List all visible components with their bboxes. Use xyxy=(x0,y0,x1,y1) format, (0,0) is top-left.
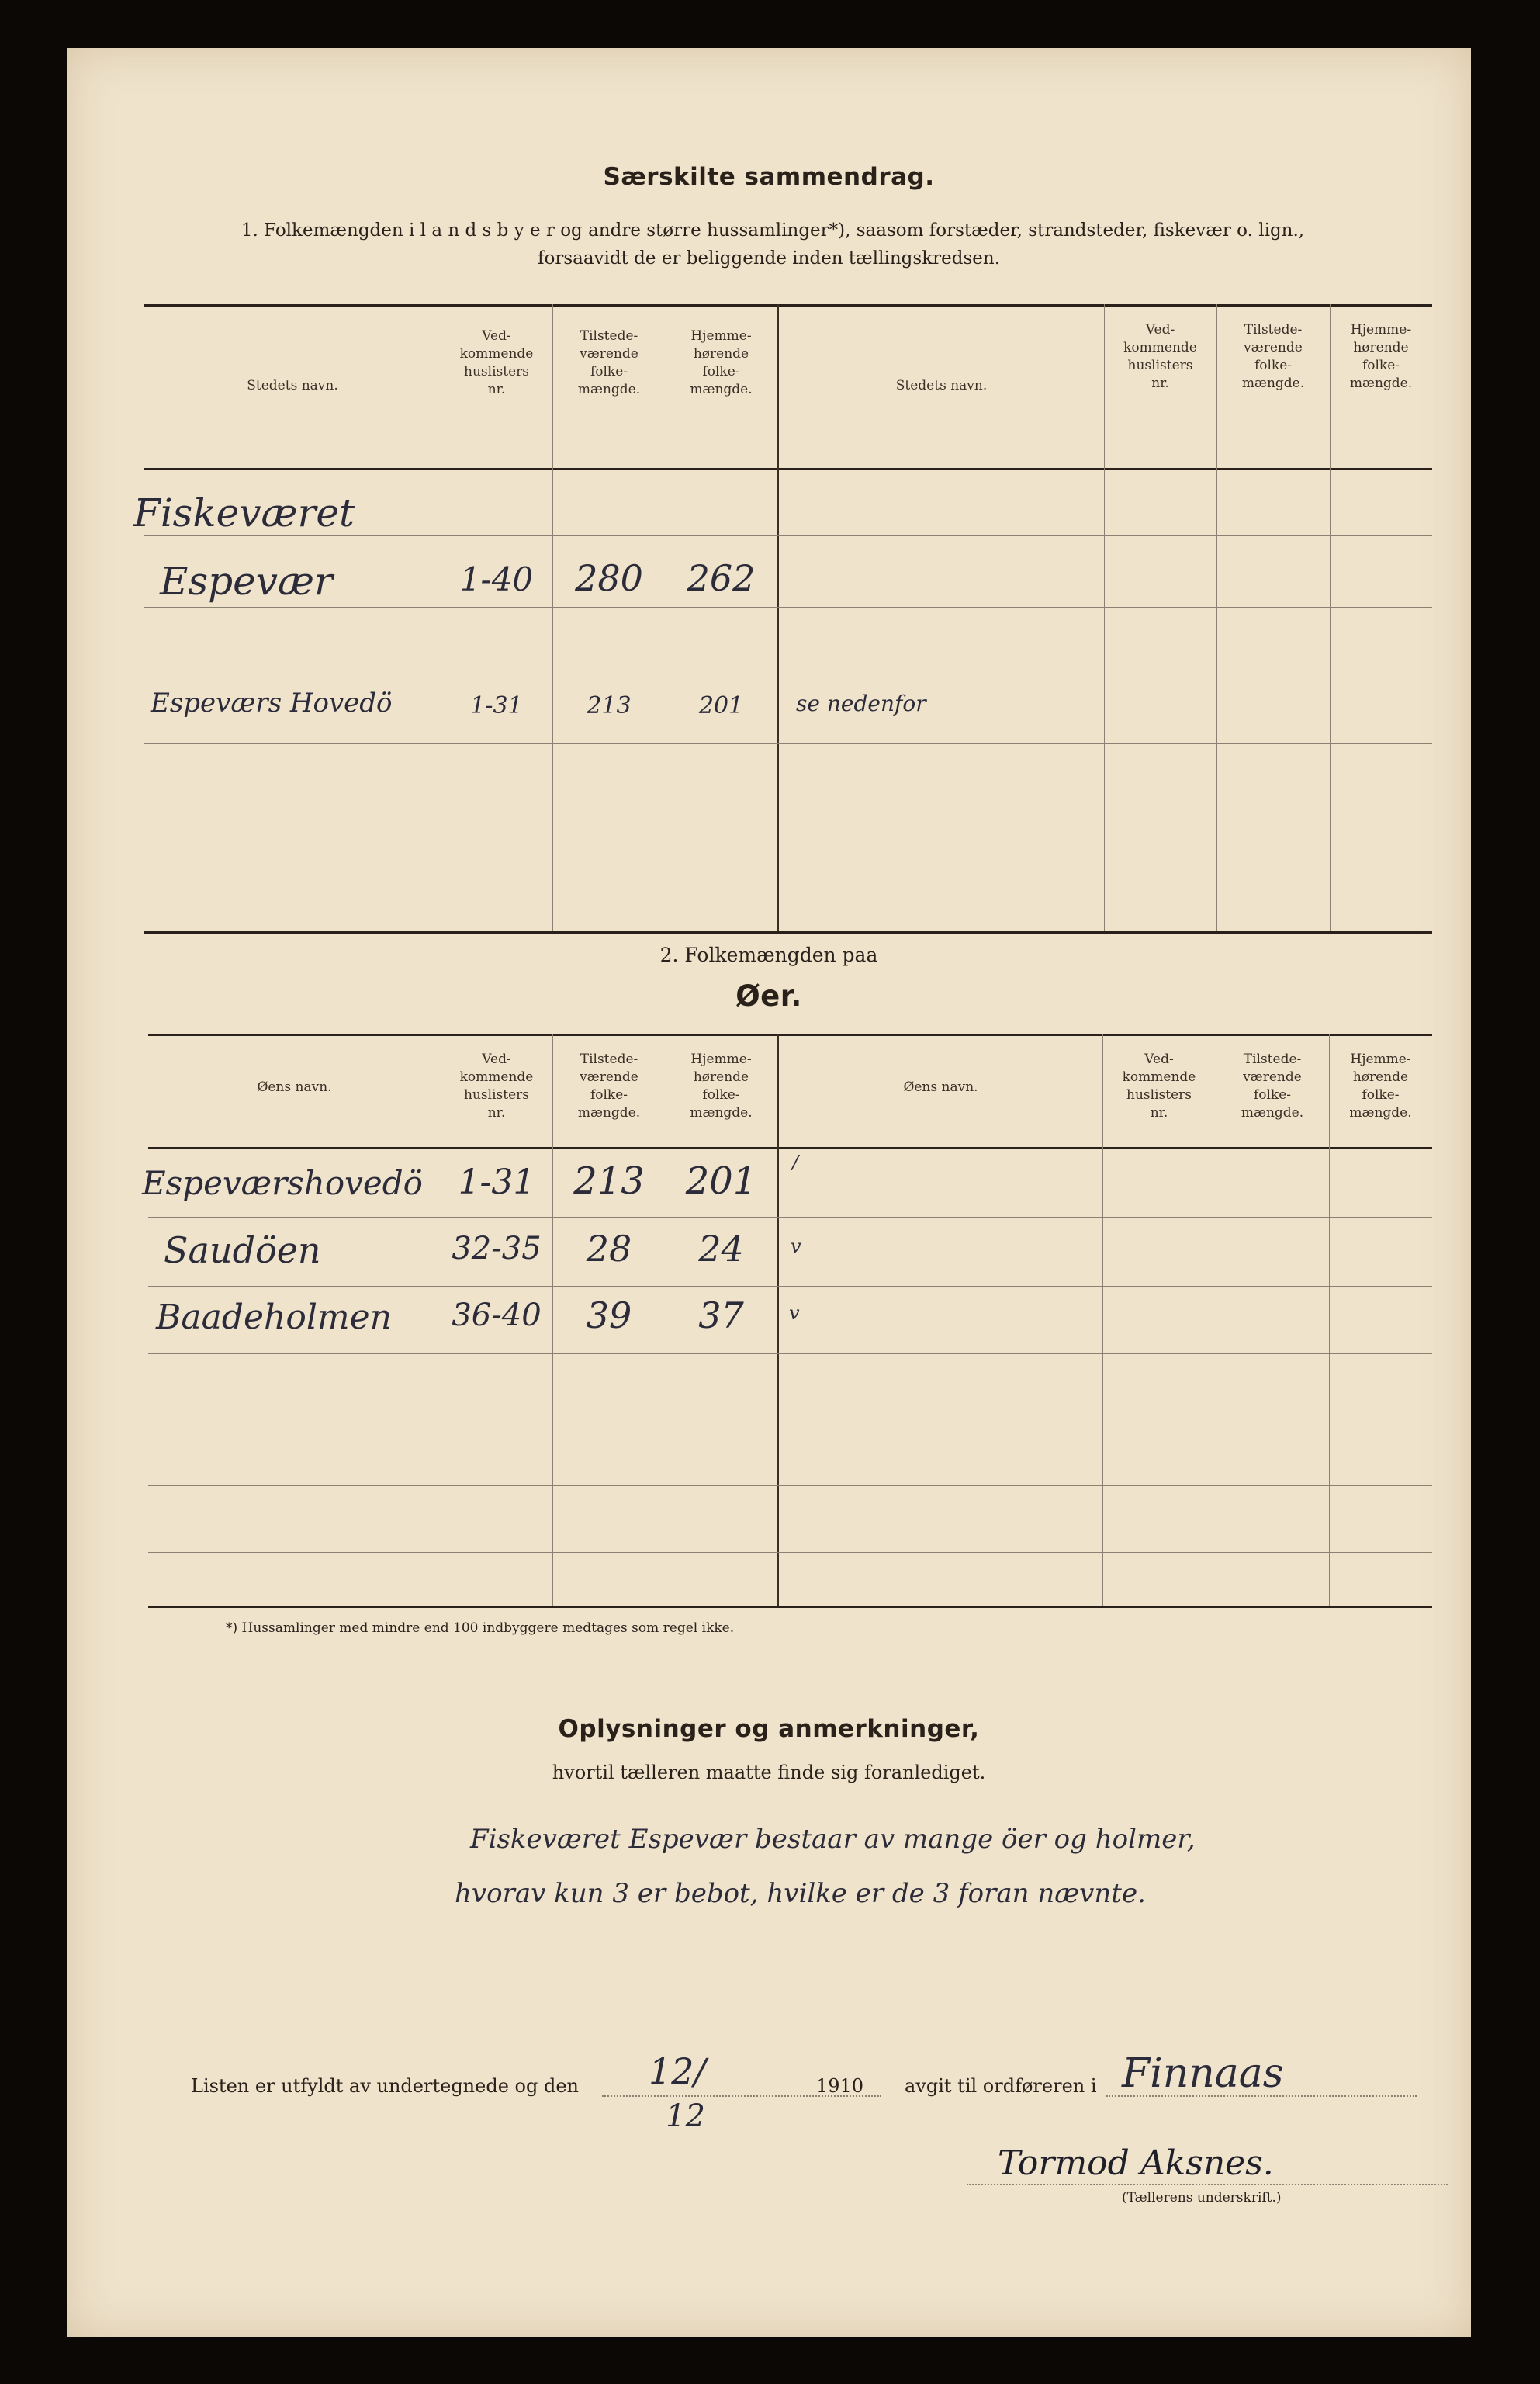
remarks-line2: hvorav kun 3 er bebot, hvilke er de 3 foran nævnte. xyxy=(455,1878,1146,1909)
s2-row2-mark: v xyxy=(791,1235,801,1257)
signature: Tormod Aksnes. xyxy=(998,2143,1274,2183)
s2-header-hjemme: Hjemme- hørende folke- mængde. xyxy=(690,1052,753,1121)
section1-intro-line2: forsaavidt de er beliggende inden tællingskredsen. xyxy=(537,248,1001,269)
signoff-date-bottom: 12 xyxy=(666,2098,705,2134)
s2-row3-nr: 36-40 xyxy=(452,1298,542,1333)
s1-row3-tilstede: 213 xyxy=(587,692,632,719)
s2-header-tilstede: Tilstede- værende folke- mængde. xyxy=(577,1052,641,1121)
section1-table xyxy=(133,304,1432,933)
s2-header-name: Øens navn. xyxy=(257,1079,332,1095)
s1-row2-tilstede: 280 xyxy=(575,557,643,599)
signoff-date-top: 12/ xyxy=(649,2050,707,2092)
s1-header-tilstede: Tilstede- værende folke- mængde. xyxy=(577,328,641,397)
signoff-year: 1910 xyxy=(816,2075,864,2097)
section2-table xyxy=(142,1034,1432,1608)
signature-caption: (Tællerens underskrift.) xyxy=(1122,2190,1282,2206)
s2-header-ved: Ved- kommende huslisters nr. xyxy=(459,1052,534,1121)
s2-header-name2: Øens navn. xyxy=(903,1079,978,1095)
signoff-text-after: avgit til ordføreren i xyxy=(905,2075,1097,2097)
s2-row3-hjemme: 37 xyxy=(698,1294,744,1336)
s2-row2-tilstede: 28 xyxy=(586,1228,632,1270)
section1-title: Særskilte sammendrag. xyxy=(603,163,935,191)
s1-row3-note: se nedenfor xyxy=(796,691,926,716)
s1-row2-nr: 1-40 xyxy=(459,560,534,598)
remarks-line1: Fiskeværet Espevær bestaar av mange öer og holmer, xyxy=(470,1824,1196,1855)
s1-row1-name: Fiskeværet xyxy=(133,490,355,535)
s2-row3-tilstede: 39 xyxy=(586,1294,632,1336)
s2-row2-nr: 32-35 xyxy=(452,1231,542,1266)
s2-row1-mark: / xyxy=(792,1152,799,1173)
s1-row3-name: Espeværs Hovedö xyxy=(151,688,393,719)
footnote: *) Hussamlinger med mindre end 100 indbyggere medtages som regel ikke. xyxy=(226,1620,735,1636)
s1-row2-name: Espevær xyxy=(160,559,333,604)
s2-header-ved2: Ved- kommende huslisters nr. xyxy=(1122,1052,1196,1121)
signoff-text-before: Listen er utfyldt av undertegnede og den xyxy=(191,2075,580,2097)
section1-intro-line1: 1. Folkemængden i l a n d s b y e r og andre større hussamlinger*), saasom forstæder, strandsteder, fiskevær o. lign., xyxy=(241,220,1305,241)
s2-row3-name: Baadeholmen xyxy=(156,1298,393,1337)
s1-header-hjemme2: Hjemme- hørende folke- mængde. xyxy=(1349,322,1413,391)
remarks-title: Oplysninger og anmerkninger, xyxy=(558,1715,980,1743)
s2-header-hjemme2: Hjemme- hørende folke- mængde. xyxy=(1349,1052,1412,1121)
s1-row3-nr: 1-31 xyxy=(470,692,523,719)
s1-header-ved: Ved- kommende huslisters nr. xyxy=(459,328,534,397)
s1-header-name: Stedets navn. xyxy=(247,378,338,393)
section2-heading: 2. Folkemængden paa xyxy=(659,944,878,966)
s1-header-tilstede2: Tilstede- værende folke- mængde. xyxy=(1241,322,1305,391)
s1-header-ved2: Ved- kommende huslisters nr. xyxy=(1123,322,1197,391)
remarks-subtitle: hvortil tælleren maatte finde sig foranlediget. xyxy=(552,1762,986,1783)
s2-row1-name: Espeværshovedö xyxy=(142,1164,423,1202)
s1-header-hjemme: Hjemme- hørende folke- mængde. xyxy=(690,328,753,397)
signoff-municipality: Finnaas xyxy=(1122,2050,1284,2097)
s2-row2-name: Saudöen xyxy=(164,1229,321,1271)
s2-row1-tilstede: 213 xyxy=(573,1159,645,1203)
s1-row3-hjemme: 201 xyxy=(698,692,744,719)
s2-row3-mark: v xyxy=(789,1302,800,1324)
s2-row1-hjemme: 201 xyxy=(685,1159,757,1203)
section2-title: Øer. xyxy=(735,979,802,1013)
s2-header-tilstede2: Tilstede- værende folke- mængde. xyxy=(1241,1052,1304,1121)
s2-row1-nr: 1-31 xyxy=(458,1163,535,1202)
s2-row2-hjemme: 24 xyxy=(698,1228,744,1270)
s1-row2-hjemme: 262 xyxy=(687,557,756,599)
s1-header-name2: Stedets navn. xyxy=(895,378,988,393)
signature-dotted-line xyxy=(967,2184,1448,2186)
census-form-page xyxy=(67,48,1471,2337)
